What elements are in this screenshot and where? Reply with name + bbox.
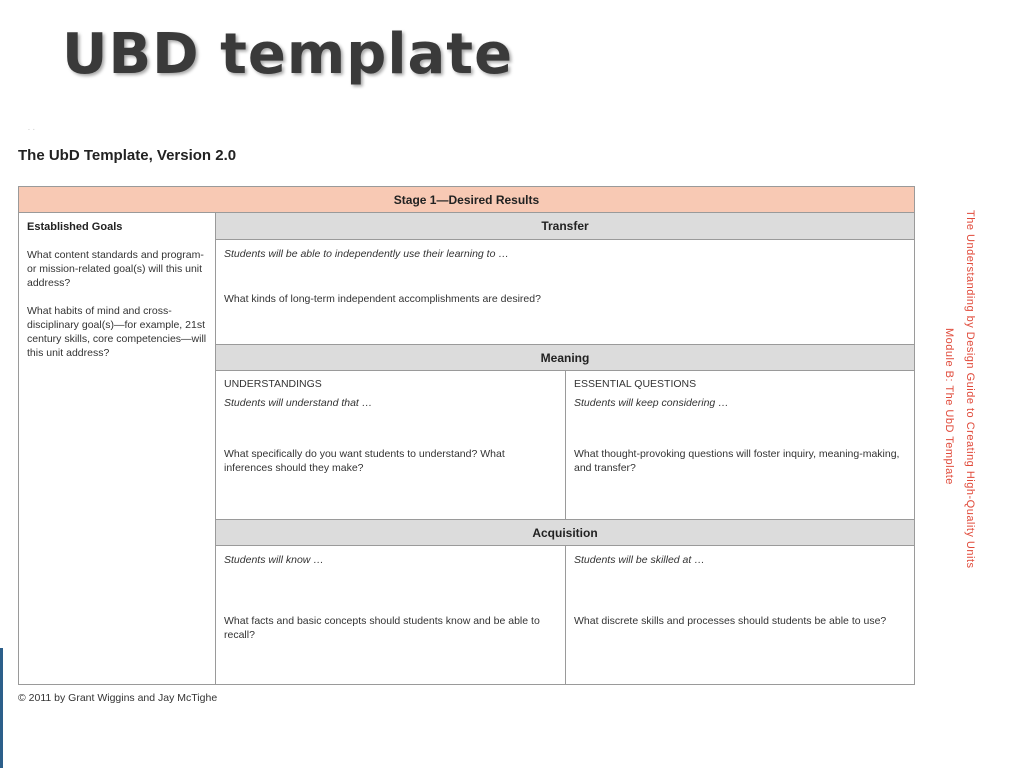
understandings-label: UNDERSTANDINGS xyxy=(224,378,322,390)
stage-header: Stage 1—Desired Results xyxy=(18,186,915,213)
transfer-prompt: Students will be able to independently use their learning to … xyxy=(224,248,509,260)
skilled-question: What discrete skills and processes should students be able to use? xyxy=(574,615,887,627)
understandings-cell xyxy=(215,370,566,520)
transfer-question: What kinds of long-term independent accomplishments are desired? xyxy=(224,293,541,305)
essential-questions-question: What thought-provoking questions will foster inquiry, meaning-making, and transfer? xyxy=(574,448,900,474)
copyright-notice: © 2011 by Grant Wiggins and Jay McTighe xyxy=(18,692,218,704)
skilled-prompt: Students will be skilled at … xyxy=(574,554,705,566)
understandings-question: What specifically do you want students to understand? What inferences should they make? xyxy=(224,448,505,474)
goals-question-habits: What habits of mind and cross-disciplinary goal(s)—for example, 21st century skills, core competencies—will this unit address? xyxy=(27,305,207,359)
template-heading: The UbD Template, Version 2.0 xyxy=(18,147,237,164)
slide-accent-bar xyxy=(0,648,3,768)
skilled-cell xyxy=(565,545,915,685)
meaning-header: Meaning xyxy=(215,344,915,371)
acquisition-header: Acquisition xyxy=(215,519,915,546)
slide-title: UBD template xyxy=(62,22,514,87)
understandings-prompt: Students will understand that … xyxy=(224,397,373,409)
know-prompt: Students will know … xyxy=(224,554,324,566)
scan-artifact: ˙ ˙ xyxy=(28,128,36,137)
essential-questions-label: ESSENTIAL QUESTIONS xyxy=(574,378,697,390)
goals-question-content: What content standards and program- or mission-related goal(s) will this unit address? xyxy=(27,249,204,289)
ubd-template-table xyxy=(18,186,915,685)
transfer-header: Transfer xyxy=(215,212,915,240)
established-goals-cell xyxy=(18,212,216,685)
side-text-guide-title: The Understanding by Design Guide to Creating High-Quality Units xyxy=(964,210,976,569)
know-question: What facts and basic concepts should students know and be able to recall? xyxy=(224,615,540,641)
established-goals-title: Established Goals xyxy=(27,221,123,233)
essential-questions-prompt: Students will keep considering … xyxy=(574,397,729,409)
transfer-cell xyxy=(215,239,915,345)
know-cell xyxy=(215,545,566,685)
side-text-module: Module B: The UbD Template xyxy=(943,328,955,485)
essential-questions-cell xyxy=(565,370,915,520)
